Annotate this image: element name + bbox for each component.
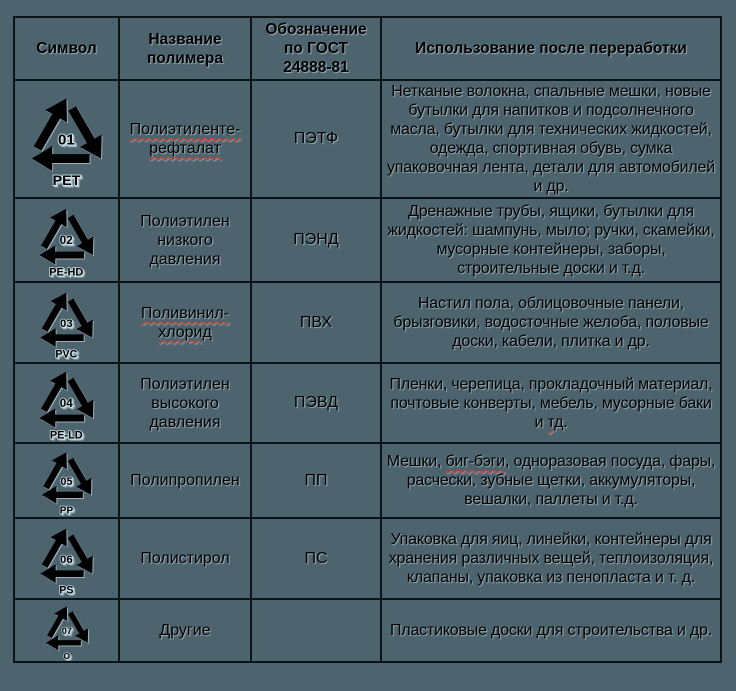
table-row [14,599,721,662]
text-segment: Дренажные трубы, ящики, бутылки для жидкостей: шампунь, мыло; ручки, скамейки, мусорные контейнеры, заборы, строительные доски и т.д. [387,203,715,277]
polymer-name-cell [119,282,251,363]
symbol-number: 07 [61,625,72,636]
symbol-cell [14,198,119,282]
recycling-triangle-icon [15,287,118,359]
symbol-cell [14,282,119,363]
text-segment: Обозначение [265,21,367,38]
symbol-code: PS [59,584,74,595]
symbol-code: PP [59,505,74,515]
table-row [14,518,721,599]
symbol-cell [14,363,119,443]
table-row [14,198,721,282]
text-segment: Пластиковые доски для строительства и др. [390,622,712,639]
table-row [14,80,721,198]
symbol-code: PE-LD [50,429,83,440]
recycling-triangle-icon [15,447,118,515]
text-segment: рефталат [149,140,221,157]
recycling-triangle-icon [15,602,118,660]
table-row [14,282,721,363]
polymer-name-cell [119,198,251,282]
polymer-name-cell [119,518,251,599]
header-row [14,17,721,80]
usage-cell [381,518,721,599]
gost-designation-cell: ПВХ [251,282,381,363]
text-segment: 24888-81 [283,59,349,76]
text-segment: Символ [36,40,97,57]
symbol-number: 04 [60,397,73,411]
text-segment: Настил пола, облицовочные панели, брызговики, водосточные желоба, половые доски, кабели, плитка и др. [393,295,709,350]
text-segment: Полиэтиленте- [129,121,241,138]
col-header-polymer-name [119,17,251,80]
text-segment: тд [547,413,564,431]
symbol-cell [14,599,119,662]
text-segment: хлорид [158,323,212,341]
text-segment: Другие [159,622,211,639]
gost-designation-cell: ПЭВД [251,363,381,443]
table-row [14,363,721,443]
gost-designation-cell: ПЭНД [251,198,381,282]
usage-cell [381,443,721,518]
symbol-code: PET [52,173,81,187]
text-segment: Полиэтилен высокого давления [140,375,230,431]
gost-designation-cell: ПП [251,443,381,518]
col-header-symbol [14,17,119,80]
polymer-name-cell [119,80,251,198]
symbol-number: 05 [60,475,73,488]
recycling-triangle-icon [15,91,118,187]
usage-cell [381,363,721,443]
recycling-triangle-icon [15,203,118,277]
plastics-recycling-table [13,16,722,663]
text-segment: полимера [147,49,223,67]
recycling-triangle-icon [15,366,118,440]
gost-designation-cell: ПС [251,518,381,599]
col-header-usage [381,17,721,80]
symbol-cell [14,518,119,599]
symbol-number: 06 [60,553,73,566]
symbol-cell [14,443,119,518]
text-segment: Упаковка для яиц, линейки, контейнеры для хранения различных вещей, теплоизоляция, клапаны, упаковка из пенопласта и т. д. [388,531,714,586]
text-segment: Полистирол [140,550,230,567]
symbol-number: 03 [60,317,73,330]
text-segment: Полиэтилен низкого давления [140,212,230,268]
usage-cell [381,80,721,198]
usage-cell [381,282,721,363]
symbol-code: PVC [55,348,78,359]
text-segment: . [563,413,568,431]
gost-designation-cell: ПЭТФ [251,80,381,198]
text-segment: Название [148,30,222,48]
text-segment: по ГОСТ [283,40,349,57]
text-segment: , одноразовая посуда, фары, расчески, зубные щетки, аккумуляторы, вешалки, паллеты и т.д. [406,453,716,508]
text-segment: Полипропилен [130,472,240,489]
usage-cell [381,599,721,662]
symbol-code: O [63,650,70,660]
polymer-name-cell [119,363,251,443]
symbol-cell [14,80,119,198]
polymer-name-cell [119,599,251,662]
col-header-gost-designation [251,17,381,80]
usage-cell [381,198,721,282]
text-segment: Поливинил- [140,304,230,322]
symbol-number: 02 [60,234,73,248]
polymer-name-cell [119,443,251,518]
text-segment: Пленки, черепица, прокладочный материал, почтовые конверты, мебель, мусорные баки и [389,375,713,431]
recycling-triangle-icon [15,523,118,595]
text-segment: Нетканые волокна, спальные мешки, новые бутылки для напитков и подсолнечного масла, бутылки для технических жидкостей, одежда, спортивная обувь, сумка упаковочная лента, детали для автомобилей и др. [386,83,715,195]
symbol-number: 01 [58,131,75,149]
symbol-code: PE-HD [49,266,84,277]
table-row [14,443,721,518]
text-segment: Мешки, [386,453,446,470]
text-segment: биг-бэги [445,453,506,470]
gost-designation-cell [251,599,381,662]
text-segment: Использование после переработки [415,40,687,57]
